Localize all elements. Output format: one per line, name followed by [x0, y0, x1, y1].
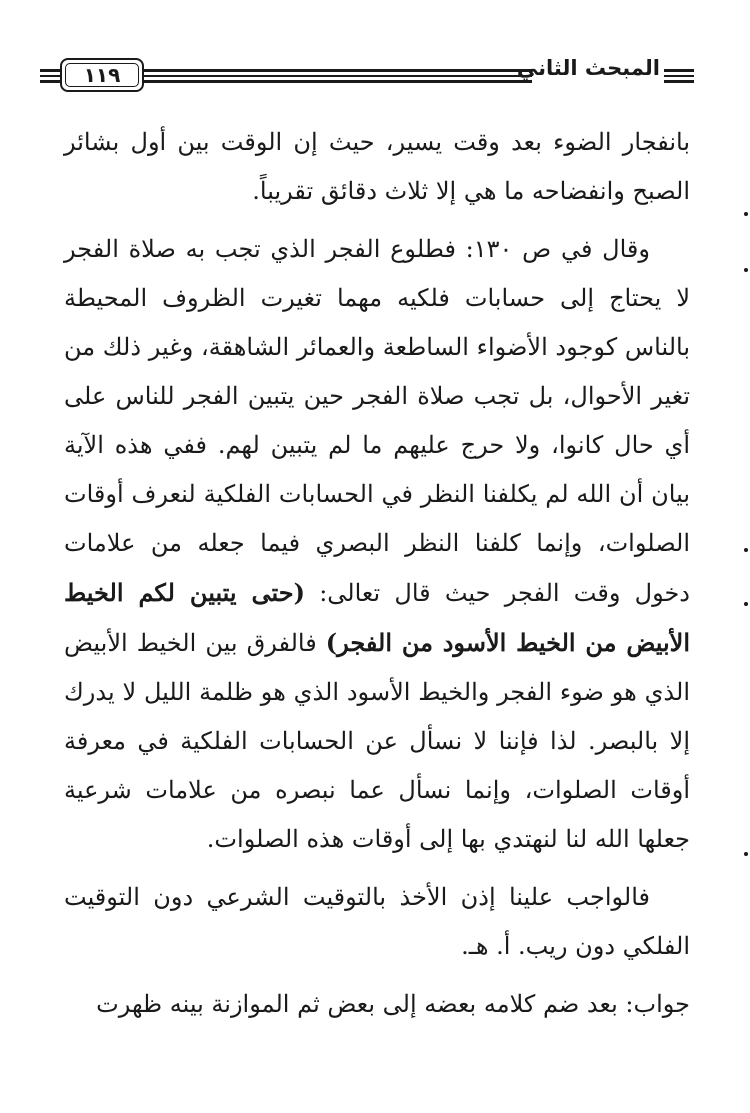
- section-title: المبحث الثاني: [516, 56, 660, 80]
- header-rule-left: [40, 69, 60, 86]
- header-rule-right: [664, 69, 694, 86]
- paragraph: [64, 225, 690, 864]
- paragraph-text: وقال في ص ١٣٠: فطلوع الفجر الذي تجب به صلاة الفجر لا يحتاج إلى حسابات فلكيه مهما تغيرت الظروف المحيطة بالناس كوجود الأضواء الساطعة والعمائر الشاهقة، وغير ذلك من تغير الأحوال، بل تجب صلاة الفجر حين يتبين الفجر للناس على أي حال كانوا، ولا حرج عليهم ما لم يتبين لهم. ففي هذه الآية بيان أن الله لم يكلفنا النظر في الحسابات الفلكية لنعرف أوقات الصلوات، وإنما كلفنا النظر البصري فيما جعله من علامات دخول وقت الفجر حيث قال تعالى:: [64, 235, 690, 607]
- margin-mark: [744, 548, 748, 552]
- header-rule-middle: [144, 69, 532, 86]
- margin-mark: [744, 852, 748, 856]
- page-number-frame: [60, 58, 144, 92]
- paragraph-text: بانفجار الضوء بعد وقت يسير، حيث إن الوقت بين أول بشائر الصبح وانفضاحه ما هي إلا ثلاث دقائق تقريباً.: [64, 128, 690, 205]
- paragraph: [64, 118, 690, 216]
- paragraph-text: فالفرق بين الخيط الأبيض الذي هو ضوء الفجر والخيط الأسود الذي هو ظلمة الليل لا يدرك إلا بالبصر. لذا فإننا لا نسأل عن الحسابات الفلكية في معرفة أوقات الصلوات، وإنما نسأل عما نبصره من علامات شرعية جعلها الله لنا لنهتدي بها إلى أوقات هذه الصلوات.: [64, 629, 690, 853]
- paragraph-text: جواب: بعد ضم كلامه بعضه إلى بعض ثم الموازنة بينه ظهرت: [96, 990, 690, 1018]
- paragraph-text: فالواجب علينا إذن الأخذ بالتوقيت الشرعي دون التوقيت الفلكي دون ريب. أ. هـ.: [64, 883, 690, 960]
- body-text: [64, 118, 690, 1038]
- page-number: ١١٩: [83, 63, 121, 87]
- paragraph: [64, 873, 690, 971]
- margin-mark: [744, 212, 748, 216]
- paragraph: [64, 980, 690, 1029]
- page-header: [40, 52, 690, 98]
- margin-mark: [744, 602, 748, 606]
- margin-mark: [744, 268, 748, 272]
- quran-verse: (حتى يتبين لكم الخيط الأبيض من الخيط الأسود من الفجر): [64, 578, 691, 657]
